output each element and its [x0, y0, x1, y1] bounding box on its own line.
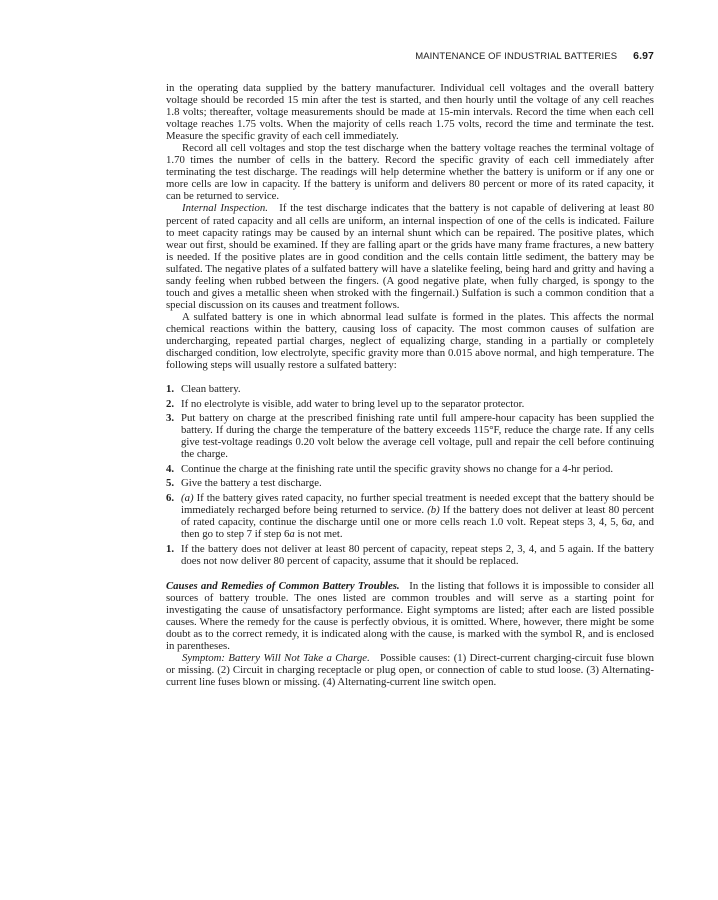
step-label-c: a — [627, 516, 633, 529]
paragraph-sulfated-battery: A sulfated battery is one in which abnormal lead sulfate is formed in the plates. This affects the normal chemical reactions within the battery, causing loss of capacity. The most common causes of sulfation are undercharging, repeated partial charges, neglect of equalizing charge, standing in a partially or completely discharged condition, low electrolyte, specific gravity more than 0.015 above normal, and high temperature. The following steps will usually restore a sulfated battery: — [166, 310, 654, 372]
symptom-text: Possible causes: (1) Direct-current charging-circuit fuse blown or missing. (2) Circuit in charging receptacle or plug open, or connection of cable to stud loose. (3) Alternating-current line fuses blown or missing. (4) Alternating-current line switch open. — [166, 652, 654, 689]
step-number: 1. — [166, 383, 175, 396]
step-label-a: (a) — [181, 492, 194, 504]
paragraph-symptom — [166, 652, 654, 688]
list-item — [166, 463, 654, 475]
paragraph-record-voltages: Record all cell voltages and stop the test discharge when the battery voltage reaches the terminal voltage of 1.70 times the number of cells in the battery. Record the specific gravity of each cell immediately after terminating the test discharge. The readings will help determine whether the battery is uniform or if any one or more cells are low in capacity. If the battery is uniform and delivers 80 percent or more of its rated capacity, it can be returned to service. — [166, 142, 654, 203]
step-number: 3. — [166, 412, 175, 425]
step-label-d: a — [289, 528, 295, 541]
internal-inspection-heading: Internal Inspection. — [182, 202, 268, 215]
step-text: Give the battery a test discharge. — [181, 477, 322, 490]
step-text: If no electrolyte is visible, add water to bring level up to the separator protector. — [181, 397, 525, 410]
step-number: 5. — [166, 477, 175, 490]
list-item — [166, 398, 654, 410]
list-item — [166, 543, 654, 567]
restore-steps-list — [166, 383, 654, 567]
running-title: MAINTENANCE OF INDUSTRIAL BATTERIES — [415, 51, 618, 62]
paragraph-continued: in the operating data supplied by the battery manufacturer. Individual cell voltages and the overall battery voltage should be recorded 15 min after the test is started, and then hourly until the voltage of any cell reaches 1.8 volts; thereafter, voltage measurements should be made at 15-min intervals. Record the time when each cell voltage reaches 1.75 volts. When the majority of cells reach 1.75 volts, record the time and terminate the test. Measure the specific gravity of each cell immediately. — [166, 82, 654, 143]
step-number: 1. — [166, 542, 175, 555]
causes-text: In the listing that follows it is impossible to consider all sources of battery trouble. The ones listed are common troubles and will serve as a starting point for investigating the cause of unsatisfactory performance. Eight symptoms are listed; after each are listed possible causes. Where the remedy for the cause is perfectly obvious, it is omitted. Where, however, there might be some doubt as to the correct remedy, it is indicated along with the cause, is marked with the symbol R, and is enclosed in parentheses. — [166, 579, 655, 653]
step-text: Put battery on charge at the prescribed finishing rate until full ampere-hour capacity has been supplied the battery. If during the charge the temperature of the battery exceeds 115°F, reduce the charge rate. If any cells give test-voltage readings 0.20 volt below the average cell voltage, pull and repair the cell before continuing the charge. — [181, 412, 654, 461]
step-text-d: is not met. — [294, 528, 343, 541]
paragraph-internal-inspection — [166, 202, 654, 310]
step-number: 4. — [166, 462, 175, 475]
page-number: 6.97 — [633, 50, 654, 62]
list-item — [166, 492, 654, 540]
step-number: 6. — [166, 492, 175, 504]
body-text — [166, 82, 654, 688]
step-text-c: , and then go to step 7 if step 6 — [181, 516, 654, 541]
step-label-b: (b) — [427, 504, 440, 517]
internal-inspection-text: If the test discharge indicates that the battery is not capable of delivering at least 80 percent of rated capacity and all cells are uniform, an internal inspection of one of the cells is indicated. Failure to meet capacity ratings may be caused by an internal shunt which can be repaired. The positive plates, which wear out first, should be examined. If they are falling apart or the grids have many frame fractures, a new battery is needed. If the positive plates are in good condition and the cells contain little sediment, the battery may be sulfated. The negative plates of a sulfated battery will have a slatelike feeling, being hard and gritty and having a sandy feeling when rubbed between the fingers. (A good negative plate, when fully charged, is spongy to the touch and gives a metallic sheen when stroked with the fingernail.) Sulfation is such a common condition that a special discussion on its causes and treatment follows. — [166, 202, 655, 311]
list-item — [166, 477, 654, 489]
step-text: If the battery does not deliver at least 80 percent of capacity, repeat steps 2, 3, 4, and 5 again. If the battery does not now deliver 80 percent of capacity, assume that it should be replaced. — [181, 542, 654, 567]
causes-heading: Causes and Remedies of Common Battery Troubles. — [166, 579, 400, 592]
step-text: Continue the charge at the finishing rate until the specific gravity shows no change for a 4-hr period. — [181, 462, 614, 475]
symptom-heading: Symptom: Battery Will Not Take a Charge. — [182, 652, 370, 665]
list-item — [166, 383, 654, 395]
step-number: 2. — [166, 397, 175, 410]
step-text-a: If the battery gives rated capacity, no further special treatment is needed except that the battery should be immediately recharged before being returned to service. — [181, 492, 654, 517]
step-text-b: If the battery does not deliver at least 80 percent of rated capacity, continue the discharge until one or more cells reach 1.0 volt. Repeat steps 3, 4, 5, 6 — [181, 504, 654, 529]
paragraph-causes-remedies — [166, 580, 654, 652]
running-header — [164, 50, 654, 62]
list-item — [166, 412, 654, 460]
step-text: Clean battery. — [181, 383, 241, 396]
